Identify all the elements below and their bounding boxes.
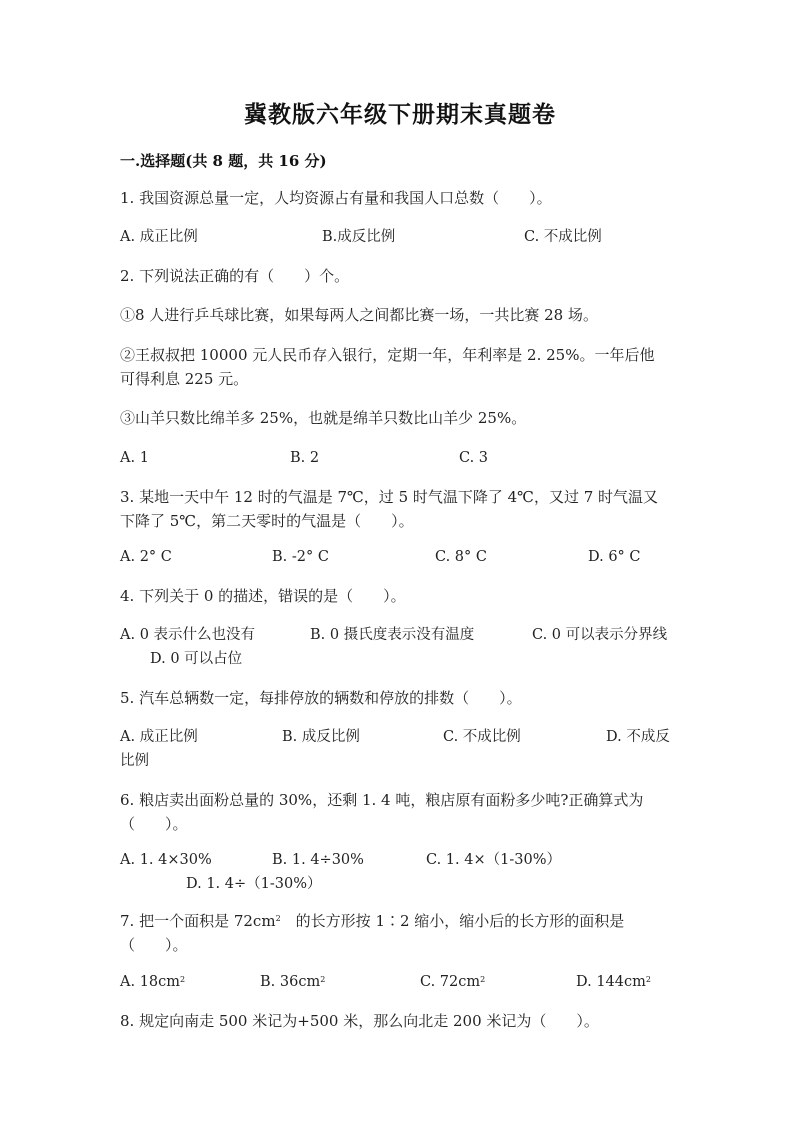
question-4-stem: 4. 下列关于 0 的描述，错误的是（ ）。	[120, 587, 406, 605]
square-superscript: 2	[180, 975, 186, 984]
question-7-option-c	[420, 970, 485, 994]
question-3-option-c: C. 8° C	[435, 549, 487, 565]
question-2-stem: 2. 下列说法正确的有（ ）个。	[120, 267, 350, 285]
question-3-option-a: A. 2° C	[120, 549, 172, 565]
question-3-stem-line-1: 3. 某地一天中午 12 时的气温是 7℃，过 5 时气温下降了 4℃，又过 7 时气温又	[120, 488, 659, 506]
question-7-stem-part-1: 7. 把一个面积是 72cm	[120, 912, 276, 930]
question-2-option-c: C. 3	[459, 450, 489, 466]
question-7-stem-line-2: （ ）。	[120, 936, 188, 954]
question-7-stem-part-2: 的长方形按 1∶2 缩小，缩小后的长方形的面积是	[295, 912, 625, 930]
question-2-option-b: B. 2	[290, 450, 320, 466]
question-2-statement-1: ①8 人进行乒乓球比赛，如果每两人之间都比赛一场，一共比赛 28 场。	[120, 306, 598, 324]
section-heading: 一.选择题(共 8 题，共 16 分)	[120, 152, 327, 170]
question-1-stem: 1. 我国资源总量一定，人均资源占有量和我国人口总数（ ）。	[120, 189, 552, 207]
question-3-stem-line-2: 下降了 5℃，第二天零时的气温是（ ）。	[120, 512, 414, 530]
page-title: 冀教版六年级下册期末真题卷	[244, 101, 556, 128]
question-7-option-b-text: B. 36cm	[260, 974, 321, 990]
question-1-option-b: B.成反比例	[322, 229, 396, 245]
square-superscript: 2	[320, 975, 326, 984]
question-2-statement-2-line-1: ②王叔叔把 10000 元人民币存入银行，定期一年，年利率是 2. 25%。一年后他	[120, 346, 655, 364]
question-5-option-a: A. 成正比例	[120, 729, 198, 745]
question-4-option-a: A. 0 表示什么也没有	[120, 627, 256, 643]
question-1-option-c: C. 不成比例	[524, 229, 602, 245]
question-4-option-b: B. 0 摄氏度表示没有温度	[310, 627, 475, 643]
question-7-stem-line-1	[120, 909, 700, 933]
question-3-option-b: B. -2° C	[272, 549, 329, 565]
question-8-stem: 8. 规定向南走 500 米记为+500 米，那么向北走 200 米记为（ ）。	[120, 1012, 599, 1030]
question-5-stem: 5. 汽车总辆数一定，每排停放的辆数和停放的排数（ ）。	[120, 689, 522, 707]
question-7-option-a	[120, 970, 185, 994]
question-2-statement-3: ③山羊只数比绵羊多 25%，也就是绵羊只数比山羊少 25%。	[120, 409, 527, 427]
question-5-option-b: B. 成反比例	[282, 729, 360, 745]
question-3-option-d: D. 6° C	[588, 549, 641, 565]
question-5-option-d-continued: 比例	[120, 753, 149, 769]
question-2-statement-2-line-2: 可得利息 225 元。	[120, 370, 249, 388]
square-superscript: 2	[275, 914, 281, 923]
question-5-option-d: D. 不成反	[606, 729, 670, 745]
question-6-stem-line-2: （ ）。	[120, 815, 188, 833]
question-6-stem-line-1: 6. 粮店卖出面粉总量的 30%，还剩 1. 4 吨，粮店原有面粉多少吨?正确算式为	[120, 791, 644, 809]
question-6-option-a: A. 1. 4×30%	[120, 852, 212, 868]
question-5-option-c: C. 不成比例	[443, 729, 521, 745]
question-6-option-d: D. 1. 4÷（1-30%）	[186, 876, 322, 892]
question-2-option-a: A. 1	[120, 450, 149, 466]
question-7-option-c-text: C. 72cm	[420, 974, 481, 990]
question-7-option-b	[260, 970, 325, 994]
question-6-option-b: B. 1. 4÷30%	[272, 852, 364, 868]
question-7-option-a-text: A. 18cm	[120, 974, 181, 990]
question-4-option-d: D. 0 可以占位	[150, 651, 243, 667]
question-7-option-d	[576, 970, 651, 994]
square-superscript: 2	[645, 975, 651, 984]
square-superscript: 2	[480, 975, 486, 984]
question-1-option-a: A. 成正比例	[120, 229, 198, 245]
question-6-option-c: C. 1. 4×（1-30%）	[426, 852, 561, 868]
question-7-option-d-text: D. 144cm	[576, 974, 646, 990]
question-4-option-c: C. 0 可以表示分界线	[532, 627, 668, 643]
